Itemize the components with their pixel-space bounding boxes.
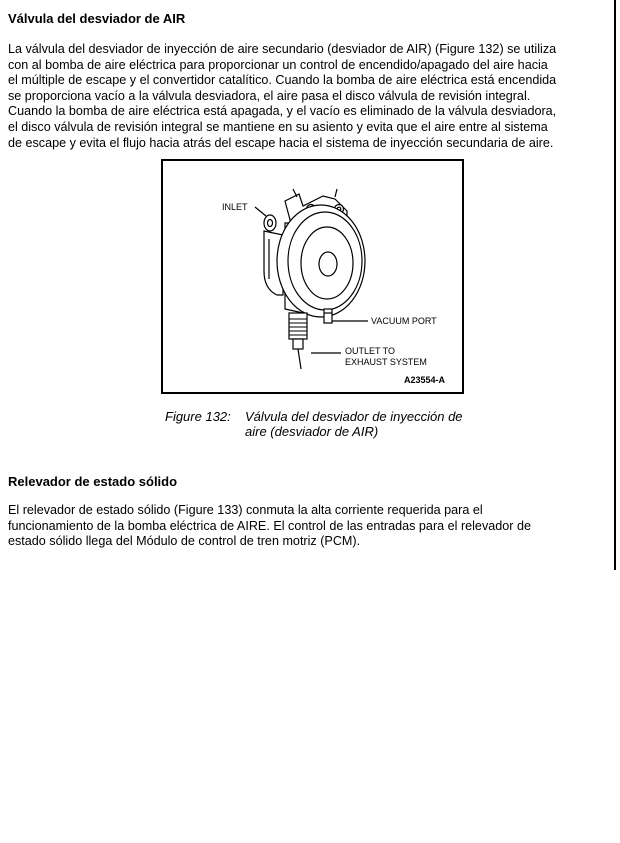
paragraph-line: Cuando la bomba de aire eléctrica está apagada, y el vacío es eliminado de la válvula desviadora, (8, 104, 557, 119)
outlet-label-line2: EXHAUST SYSTEM (345, 357, 427, 367)
paragraph-line: El relevador de estado sólido (Figure 133) conmuta la alta corriente requerida para el (8, 503, 483, 517)
paragraph-line: se proporciona vacío a la válvula desviadora, el aire pasa el disco válvula de revisión integral. (8, 88, 531, 103)
paragraph-line: estado sólido llega del Módulo de control de tren motriz (PCM). (8, 534, 361, 549)
solid-state-relay-paragraph (8, 503, 616, 550)
paragraph-line: el múltiple de escape y el convertidor catalítico. Cuando la bomba de aire eléctrica está encendida (8, 73, 557, 88)
section-heading-solid-state-relay: Relevador de estado sólido (8, 474, 178, 489)
inlet-label: INLET (222, 202, 248, 212)
figure-132-box (161, 159, 464, 394)
paragraph-line: el disco válvula de revisión integral se mantiene en su asiento y evita que el aire entre al sistema (8, 119, 548, 134)
paragraph-line: con al bomba de aire eléctrica para proporcionar un control de encendido/apagado del aire hacia (8, 57, 548, 72)
figure-code-label: A23554-A (404, 375, 446, 385)
caption-text: Válvula del desviador de inyección de aire (desviador de AIR) (245, 409, 463, 439)
air-diverter-paragraph (8, 42, 616, 151)
paragraph-line: La válvula del desviador de inyección de aire secundario (desviador de AIR) (Figure 132) se utiliza (8, 42, 557, 56)
section-heading-air-diverter: Válvula del desviador de AIR (8, 11, 186, 26)
caption-number: Figure 132: (165, 409, 231, 424)
paragraph-line: funcionamiento de la bomba eléctrica de AIRE. El control de las entradas para el relevador de (8, 518, 531, 533)
paragraph-line: de escape y evita el flujo hacia atrás del escape hacia el sistema de inyección secundaria de aire. (8, 135, 554, 150)
vacuum-port-label: VACUUM PORT (371, 316, 437, 326)
outlet-label-line1: OUTLET TO (345, 346, 396, 356)
